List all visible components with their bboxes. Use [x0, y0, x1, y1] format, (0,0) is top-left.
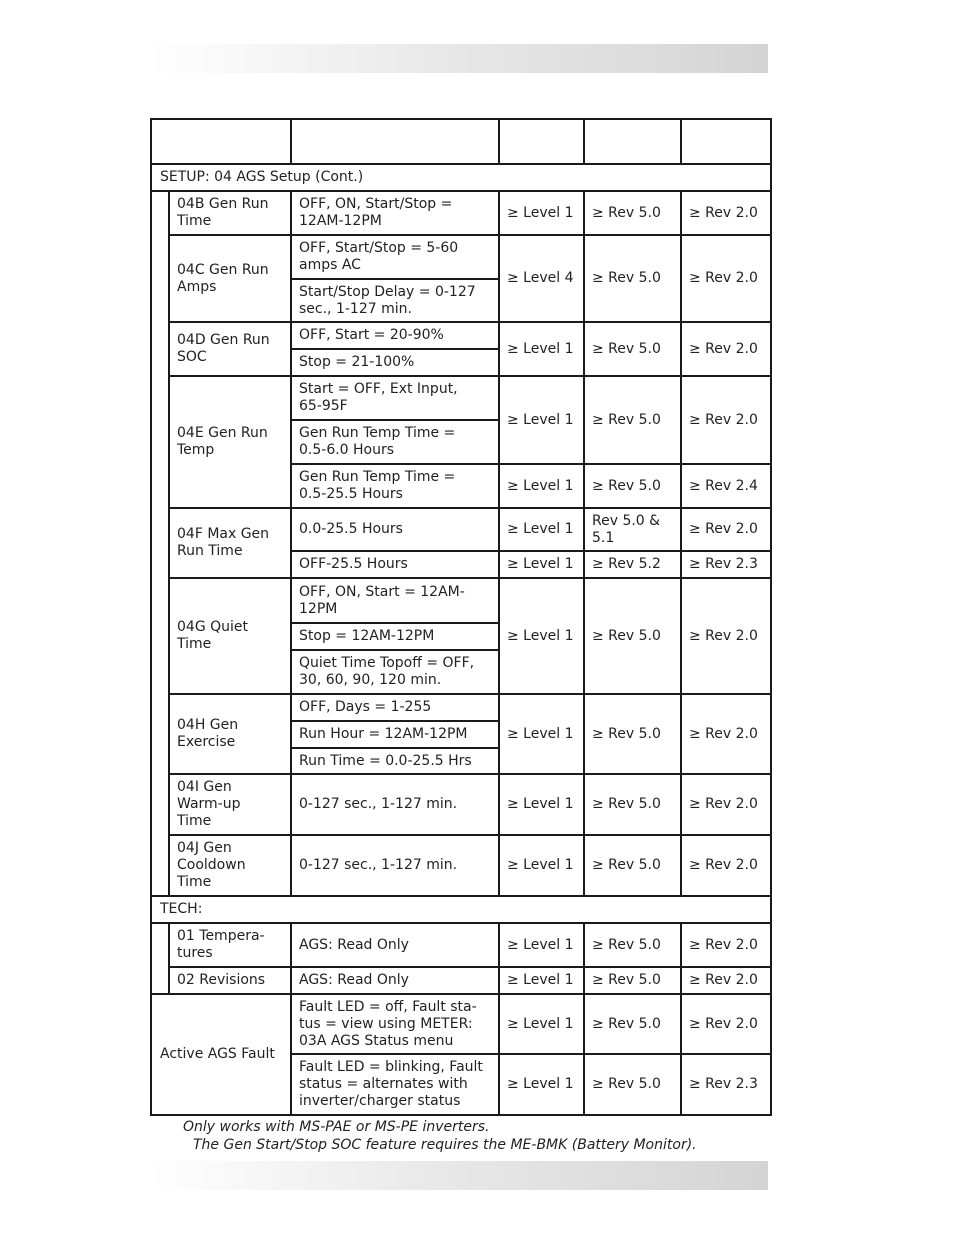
setting-range: Quiet Time Topoff = OFF, 30, 60, 90, 120 min.: [299, 655, 475, 688]
setting-range: 0-127 sec., 1-127 min.: [299, 857, 458, 873]
level-cell: ≥ Level 1: [507, 556, 574, 572]
setting-range: OFF, Start = 20-90%: [299, 327, 444, 343]
setting-name: 04H Gen Exercise: [177, 717, 239, 750]
setting-name: 04C Gen Run Amps: [177, 261, 269, 295]
revision-cell: ≥ Rev 2.0: [689, 521, 758, 537]
settings-table: [150, 118, 772, 1116]
setting-range: 0-127 sec., 1-127 min.: [299, 796, 458, 812]
revision-cell: ≥ Rev 5.0: [592, 477, 661, 494]
level-cell: ≥ Level 1: [507, 477, 574, 494]
level-cell: ≥ Level 1: [507, 725, 574, 742]
revision-cell: ≥ Rev 2.0: [689, 857, 758, 873]
level-cell: ≥ Level 1: [507, 796, 574, 812]
setting-name: 01 Tempera- tures: [177, 928, 265, 961]
revision-cell: ≥ Rev 5.0: [592, 204, 661, 221]
level-cell: ≥ Level 1: [507, 972, 574, 988]
footnote-1: Only works with MS-PAE or MS-PE inverters.: [183, 1119, 490, 1135]
setting-range: OFF, ON, Start/Stop = 12AM-12PM: [299, 196, 453, 229]
revision-cell: ≥ Rev 5.0: [592, 796, 661, 812]
footnote-2: The Gen Start/Stop SOC feature requires the ME-BMK (Battery Monitor).: [193, 1137, 697, 1153]
revision-cell: ≥ Rev 2.0: [689, 270, 758, 286]
setting-range: Fault LED = blinking, Fault status = alternates with inverter/charger status: [299, 1059, 483, 1109]
setting-name: 02 Revisions: [177, 972, 266, 988]
revision-cell: ≥ Rev 5.0: [592, 1076, 661, 1092]
revision-cell: ≥ Rev 5.0: [592, 936, 661, 953]
revision-cell: ≥ Rev 2.0: [689, 936, 758, 953]
setting-range: OFF, Days = 1-255: [299, 699, 432, 715]
setting-range: Start = OFF, Ext Input, 65-95F: [299, 381, 458, 414]
revision-cell: Rev 5.0 & 5.1: [592, 512, 661, 546]
revision-cell: ≥ Rev 2.0: [689, 1015, 758, 1032]
setting-range: Stop = 21-100%: [299, 354, 415, 370]
setting-name: 04F Max Gen Run Time: [177, 526, 270, 559]
setting-name: Active AGS Fault: [160, 1046, 275, 1062]
level-cell: ≥ Level 1: [507, 857, 574, 873]
revision-cell: ≥ Rev 2.0: [689, 204, 758, 221]
level-cell: ≥ Level 1: [507, 627, 574, 644]
revision-cell: ≥ Rev 5.0: [592, 972, 661, 988]
section-tech: TECH:: [160, 901, 203, 917]
setting-range: Gen Run Temp Time = 0.5-25.5 Hours: [299, 469, 456, 502]
setting-name: 04J Gen Cooldown Time: [177, 840, 246, 890]
setting-range: Run Hour = 12AM-12PM: [299, 726, 468, 742]
setting-name: 04E Gen Run Temp: [177, 425, 268, 458]
revision-cell: ≥ Rev 2.0: [689, 972, 758, 988]
setting-range: 0.0-25.5 Hours: [299, 521, 403, 537]
revision-cell: ≥ Rev 5.0: [592, 857, 661, 873]
level-cell: ≥ Level 1: [507, 521, 574, 537]
level-cell: ≥ Level 1: [507, 411, 574, 428]
header-band: [150, 44, 768, 73]
revision-cell: ≥ Rev 5.0: [592, 1015, 661, 1032]
setting-range: Run Time = 0.0-25.5 Hrs: [299, 752, 472, 769]
revision-cell: ≥ Rev 2.3: [689, 1076, 758, 1092]
setting-name: 04I Gen Warm-up Time: [177, 779, 241, 829]
setting-name: 04G Quiet Time: [177, 619, 248, 652]
revision-cell: ≥ Rev 2.4: [689, 477, 758, 494]
level-cell: ≥ Level 1: [507, 340, 574, 357]
setting-range: OFF, Start/Stop = 5-60 amps AC: [299, 240, 459, 273]
setting-range: OFF, ON, Start = 12AM- 12PM: [299, 583, 465, 617]
revision-cell: ≥ Rev 2.0: [689, 796, 758, 812]
setting-range: Stop = 12AM-12PM: [299, 628, 435, 644]
revision-cell: ≥ Rev 5.0: [592, 270, 661, 286]
revision-cell: ≥ Rev 2.0: [689, 340, 758, 357]
revision-cell: ≥ Rev 5.0: [592, 627, 661, 644]
revision-cell: ≥ Rev 5.0: [592, 725, 661, 742]
revision-cell: ≥ Rev 5.0: [592, 411, 661, 428]
setting-range: Gen Run Temp Time = 0.5-6.0 Hours: [299, 425, 456, 458]
revision-cell: ≥ Rev 5.0: [592, 340, 661, 357]
level-cell: ≥ Level 1: [507, 204, 574, 221]
revision-cell: ≥ Rev 2.0: [689, 725, 758, 742]
setting-range: Start/Stop Delay = 0-127 sec., 1-127 min.: [299, 283, 476, 317]
setting-range: OFF-25.5 Hours: [299, 556, 408, 572]
level-cell: ≥ Level 1: [507, 936, 574, 953]
setting-range: AGS: Read Only: [299, 936, 409, 953]
setting-name: 04D Gen Run SOC: [177, 332, 270, 365]
level-cell: ≥ Level 1: [507, 1015, 574, 1032]
revision-cell: ≥ Rev 2.0: [689, 627, 758, 644]
level-cell: ≥ Level 1: [507, 1076, 574, 1092]
setting-range: Fault LED = off, Fault sta- tus = view using METER: 03A AGS Status menu: [299, 998, 477, 1049]
revision-cell: ≥ Rev 5.2: [592, 556, 661, 572]
level-cell: ≥ Level 4: [507, 270, 574, 286]
setting-range: AGS: Read Only: [299, 972, 409, 988]
section-setup: SETUP: 04 AGS Setup (Cont.): [160, 169, 364, 185]
setting-name: 04B Gen Run Time: [177, 196, 269, 229]
revision-cell: ≥ Rev 2.3: [689, 556, 758, 572]
footer-band: [150, 1161, 768, 1190]
revision-cell: ≥ Rev 2.0: [689, 411, 758, 428]
